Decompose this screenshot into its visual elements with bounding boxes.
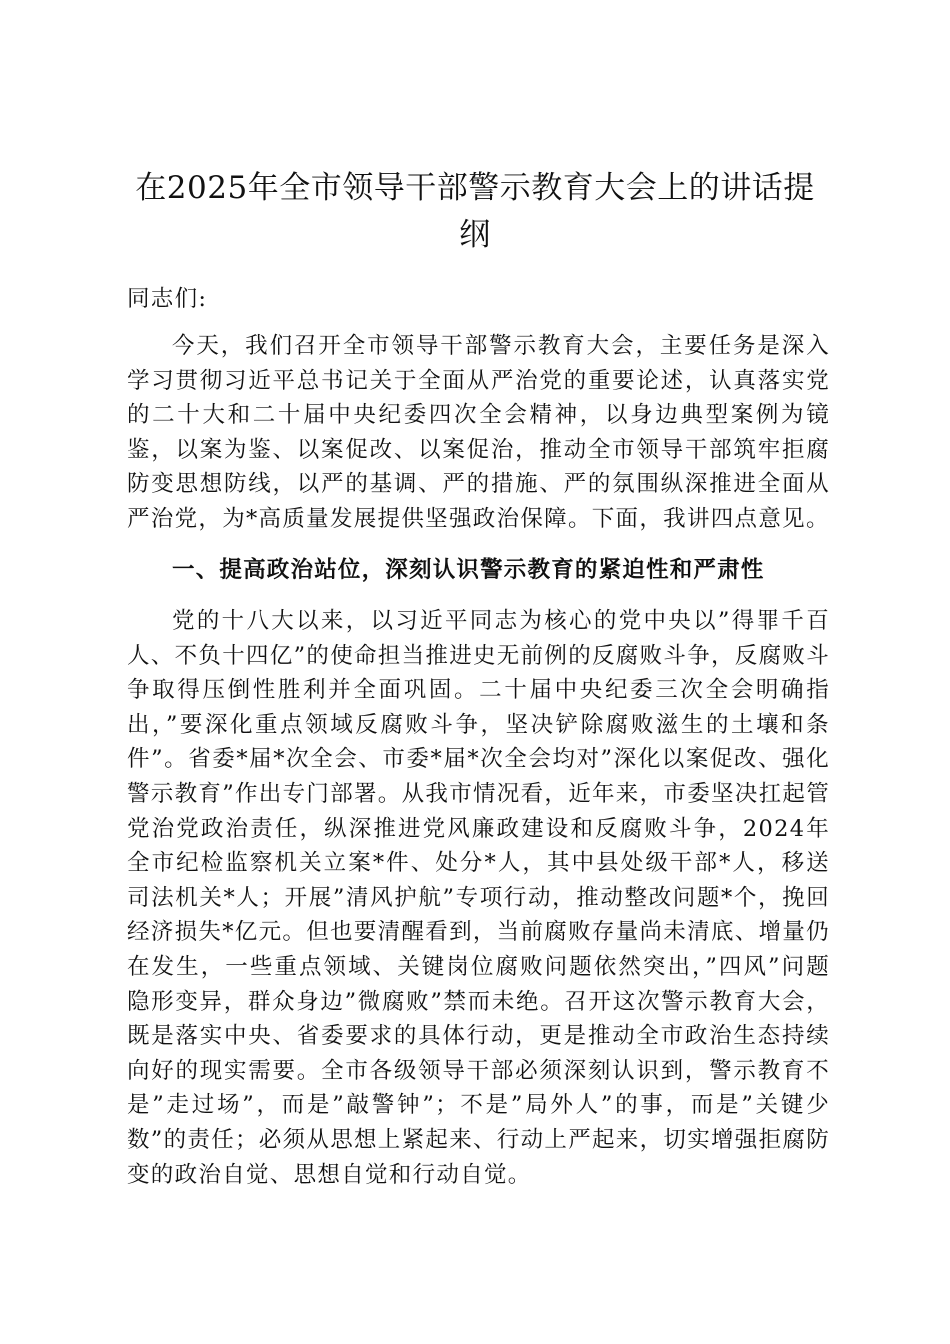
- document-title: 在2025年全市领导干部警示教育大会上的讲话提纲: [135, 170, 815, 253]
- section-1-paragraph: 党的十八大以来，以习近平同志为核心的党中央以”得罪千百人、不负十四亿”的使命担当推进史无前例的反腐败斗争，反腐败斗争取得压倒性胜利并全面巩固。二十届中央纪委三次全会明确指出，”要深化重点领域反腐败斗争，坚决铲除腐败滋生的土壤和条件”。省委*届*次全会、市委*届*次全会均对”深化以案促改、强化警示教育”作出专门部署。从我市情况看，近年来，市委坚决扛起管党治党政治责任，纵深推进党风廉政建设和反腐败斗争，2024年全市纪检监察机关立案*件、处分*人，其中县处级干部*人，移送司法机关*人；开展”清风护航”专项行动，推动整改问题*个，挽回经济损失*亿元。但也要清醒看到，当前腐败存量尚未清底、增量仍在发生，一些重点领域、关键岗位腐败问题依然突出，”四风”问题隐形变异，群众身边”微腐败”禁而未绝。召开这次警示教育大会，既是落实中央、省委要求的具体行动，更是推动全市政治生态持续向好的现实需要。全市各级领导干部必须深刻认识到，警示教育不是”走过场”，而是”敲警钟”；不是”局外人”的事，而是”关键少数”的责任；必须从思想上紧起来、行动上严起来，切实增强拒腐防变的政治自觉、思想自觉和行动自觉。: [127, 608, 831, 1188]
- section-heading-1: 一、提高政治站位，深刻认识警示教育的紧迫性和严肃性: [172, 557, 765, 583]
- salutation: 同志们:: [127, 286, 208, 312]
- opening-paragraph: 今天，我们召开全市领导干部警示教育大会，主要任务是深入学习贯彻习近平总书记关于全面从严治党的重要论述，认真落实党的二十大和二十届中央纪委四次全会精神，以身边典型案例为镜鉴，以案为鉴、以案促改、以案促治，推动全市领导干部筑牢拒腐防变思想防线，以严的基调、严的措施、严的氛围纵深推进全面从严治党，为*高质量发展提供坚强政治保障。下面，我讲四点意见。: [127, 333, 830, 532]
